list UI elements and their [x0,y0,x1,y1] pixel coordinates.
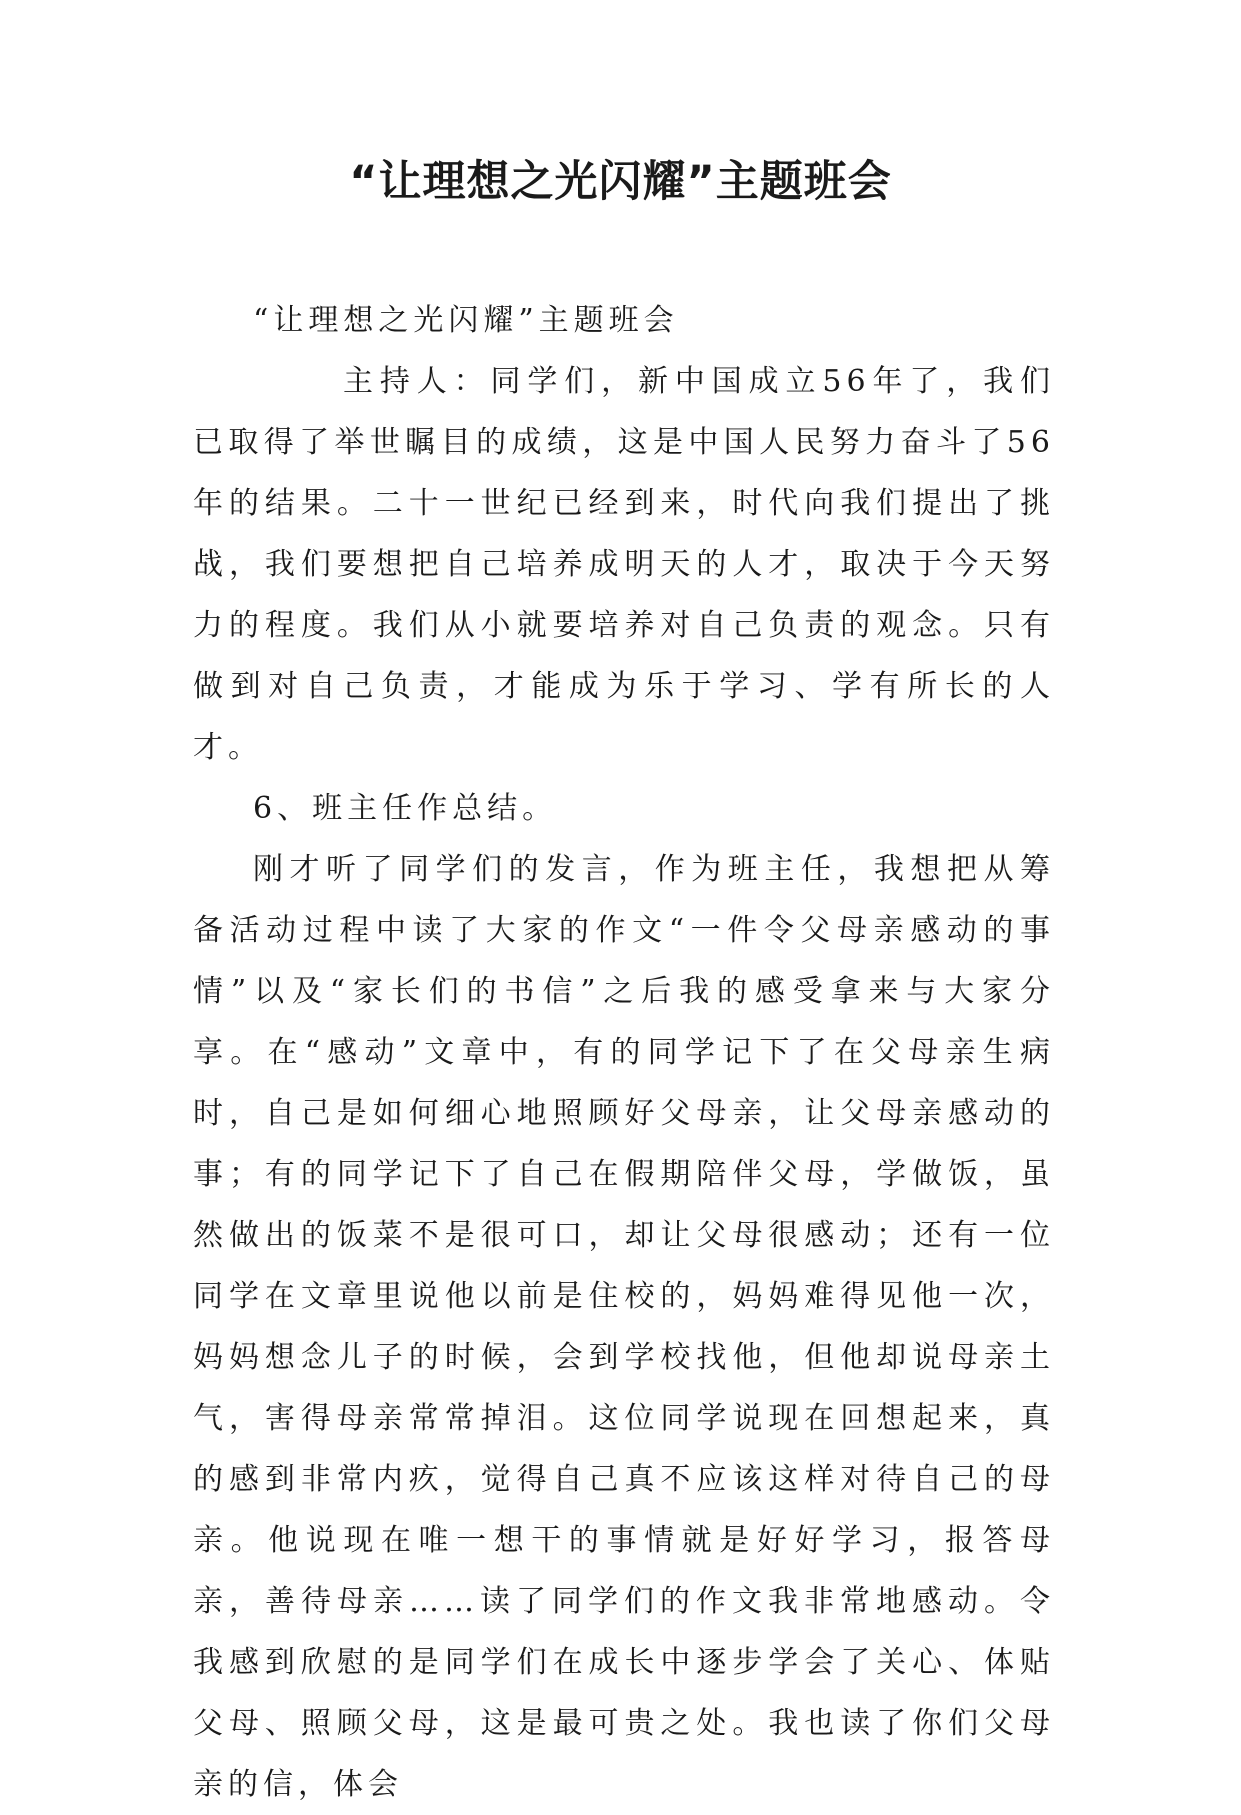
section-heading-paragraph: 6、班主任作总结。 [253,791,558,826]
document-body [193,290,1055,1815]
document-title: “让理想之光闪耀”主题班会 [349,157,892,207]
teacher-summary-paragraph: 刚才听了同学们的发言，作为班主任，我想把从筹备活动过程中读了大家的作文“一件令父母亲感动的事情”以及“家长们的书信”之后我的感受拿来与大家分享。在“感动”文章中，有的同学记下了在父母亲生病时，自己是如何细心地照顾好父母亲，让父母亲感动的事；有的同学记下了自己在假期陪伴父母，学做饭，虽然做出的饭菜不是很可口，却让父母很感动；还有一位同学在文章里说他以前是住校的，妈妈难得见他一次，妈妈想念儿子的时候，会到学校找他，但他却说母亲土气，害得母亲常常掉泪。这位同学说现在回想起来，真的感到非常内疚，觉得自己真不应该这样对待自己的母亲。他说现在唯一想干的事情就是好好学习，报答母亲，善待母亲……读了同学们的作文我非常地感动。令我感到欣慰的是同学们在成长中逐步学会了关心、体贴父母、照顾父母，这是最可贵之处。我也读了你们父母亲的信，体会 [193,852,1055,1802]
host-speech-paragraph: 主持人：同学们，新中国成立56年了，我们已取得了举世瞩目的成绩，这是中国人民努力奋斗了56年的结果。二十一世纪已经到来，时代向我们提出了挑战，我们要想把自己培养成明天的人才，取决于今天努力的程度。我们从小就要培养对自己负责的观念。只有做到对自己负责，才能成为乐于学习、学有所长的人才。 [193,364,1055,765]
subtitle-paragraph: “让理想之光闪耀”主题班会 [253,303,679,338]
